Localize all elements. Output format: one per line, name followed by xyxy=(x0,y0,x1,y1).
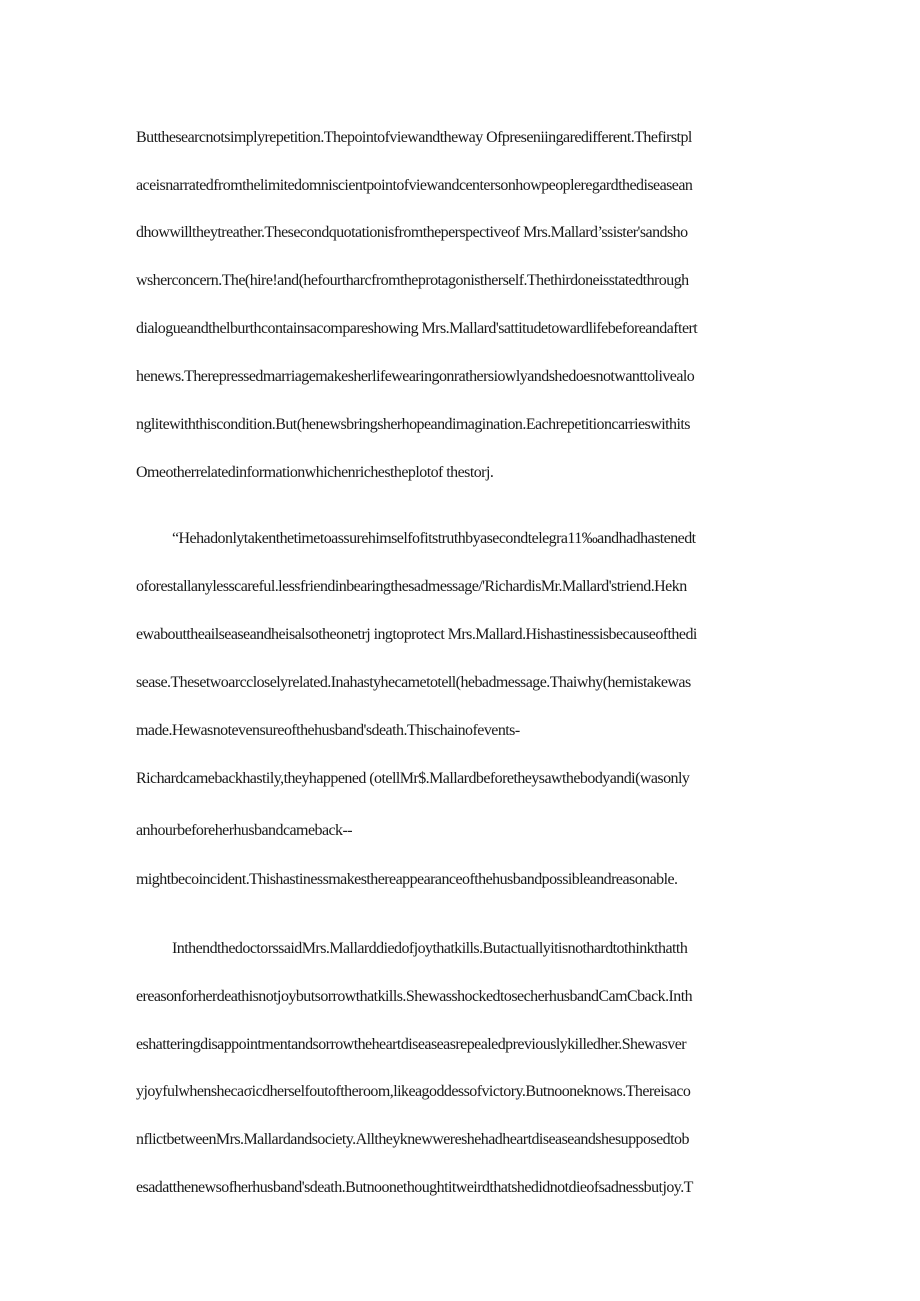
p1-line-2: aceisnarratedfromthelimitedomniscientpointofviewandcentersonhowpeopleregardthediseasean xyxy=(136,177,693,194)
p3-line-5: nflictbetweenMrs.Mallardandsociety.Alltheyknewwereshehadheartdiseaseandshesupposedtob xyxy=(136,1131,689,1148)
p1-line-3: dhowwilltheytreather.Thesecondquotationisfromtheperspectiveof Mrs.Mallard’ssister'sandsho xyxy=(136,224,688,241)
p1-line-7: nglitewiththiscondition.But(henewsbringsherhopeandimagination.Eachrepetitioncarrieswithits xyxy=(136,416,690,433)
p1-line-6: henews.Therepressedmarriagemakesherlifewearingonrathersiowlyandshedoesnotwanttolivealo xyxy=(136,368,695,385)
p2-line-3: ewabouttheailseaseandheisalsotheonetrj ingtoprotect Mrs.Mallard.Hishastinessisbecauseofthedi xyxy=(136,626,697,643)
p3-line-2: ereasonforherdeathisnotjoybutsorrowthatkills.ShewasshockedtosecherhusbandCamCback.Inth xyxy=(136,988,693,1005)
p2-line-6: Richardcamebackhastily,theyhappened (otellMr$.Mallardbeforetheysawthebodyandi(wasonly xyxy=(136,770,690,787)
p3-line-4: yjoyfulwhenshecaσicdherselfoutoftheroom,likeagoddessofvictory.Butnooneknows.Thereisaco xyxy=(136,1083,691,1100)
p2-line-4: sease.Thesetwoarccloselyrelated.Inahastyhecametotell(hebadmessage.Thaiwhy(hemistakewas xyxy=(136,674,691,691)
p2-line-2: oforestallanylesscareful.lessfriendinbearingthesadmessage/'RichardisMr.Mallard'striend.Hekn xyxy=(136,578,687,595)
p2-line-7: anhourbeforeherhusbandcameback-- xyxy=(136,822,353,839)
p3-line-3: eshatteringdisappointmentandsorrowtheheartdiseaseasrepealedpreviouslykilledher.Shewasver xyxy=(136,1036,687,1053)
p1-line-4: wsherconcern.The(hire!and(hefourtharcfromtheprotagonistherself.Thethirdoneisstatedthrough xyxy=(136,272,689,289)
p2-line-8: mightbecoincident.Thishastinessmakesthereappearanceofthehusbandpossibleandreasonable. xyxy=(136,871,678,888)
p1-line-1: Butthesearcnotsimplyrepetition.Thepointofviewandtheway Ofpreseniingaredifferent.Thefirstpl xyxy=(136,129,692,146)
p3-line-6: esadatthenewsofherhusband'sdeath.Butnoonethoughtitweirdthatshedidnotdieofsadnessbutjoy.T xyxy=(136,1179,693,1196)
p3-line-1: InthendthedoctorssaidMrs.Mallarddiedofjoythatkills.Butactuallyitisnothardtothinkthatth xyxy=(172,940,688,957)
p1-line-5: dialogueandthelburthcontainsacompareshowing Mrs.Mallard'sattitudetowardlifebeforeandaftert xyxy=(136,320,698,337)
p2-line-1: “Hehadonlytakenthetimetoassurehimselfofitstruthbyasecondtelegra11‰andhadhastenedt xyxy=(172,530,696,547)
p2-line-5: made.Hewasnotevensureofthehusband'sdeath.Thischainofevents- xyxy=(136,722,520,739)
p1-line-8: Omeotherrelatedinformationwhichenrichestheplotof thestorj. xyxy=(136,464,494,481)
